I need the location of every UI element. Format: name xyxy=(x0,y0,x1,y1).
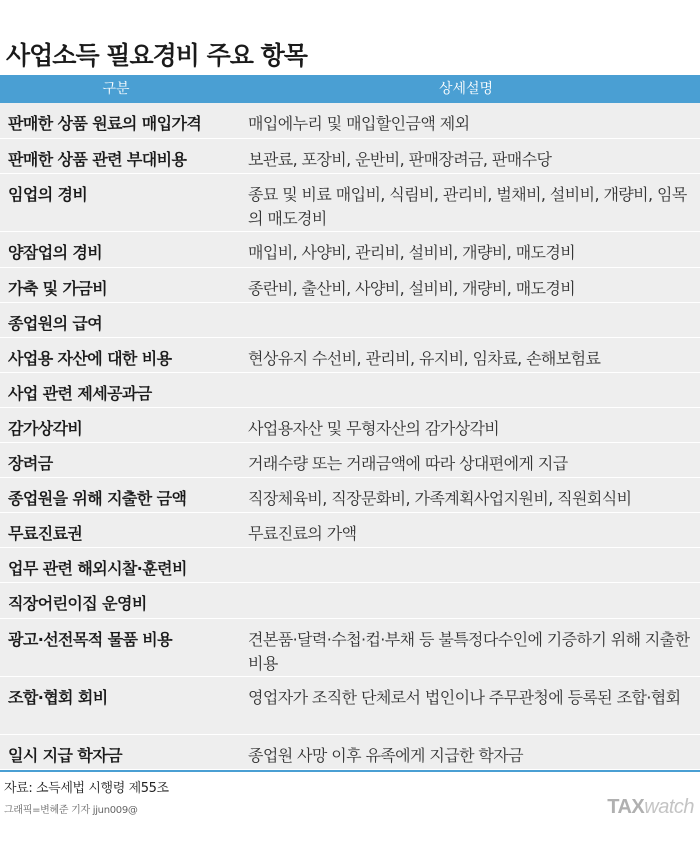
row-category: 양잠업의 경비 xyxy=(8,243,103,262)
table-row xyxy=(0,677,700,735)
row-detail: 직장체육비, 직장문화비, 가족계획사업지원비, 직원회식비 xyxy=(248,489,632,508)
row-category: 감가상각비 xyxy=(8,419,83,438)
table-row xyxy=(0,443,700,478)
row-category: 사업 관련 제세공과금 xyxy=(8,384,152,403)
row-category: 종업원을 위해 지출한 금액 xyxy=(8,489,187,508)
header-category: 구분 xyxy=(102,81,130,97)
graphic-credit: 그래픽=변혜준 기자 jjun009@ xyxy=(4,805,138,816)
row-detail: 종란비, 출산비, 사양비, 설비비, 개량비, 매도경비 xyxy=(248,279,576,298)
row-detail xyxy=(232,548,700,582)
row-category: 조합·협회 회비 xyxy=(8,688,108,707)
table-row xyxy=(0,583,700,619)
table-row xyxy=(0,338,700,373)
row-detail: 현상유지 수선비, 관리비, 유지비, 임차료, 손해보험료 xyxy=(248,349,601,368)
row-detail xyxy=(232,583,700,618)
row-detail xyxy=(232,303,700,337)
row-category: 직장어린이집 운영비 xyxy=(8,594,147,613)
row-detail: 매입에누리 및 매입할인금액 제외 xyxy=(248,114,470,133)
row-category: 가축 및 가금비 xyxy=(8,279,108,298)
row-category: 판매한 상품 원료의 매입가격 xyxy=(8,114,202,133)
row-category: 무료진료권 xyxy=(8,524,83,543)
row-category: 광고·선전목적 물품 비용 xyxy=(8,630,172,649)
source-note: 자료: 소득세법 시행령 제55조 xyxy=(4,781,169,796)
row-detail xyxy=(232,373,700,407)
table-header xyxy=(0,75,700,103)
row-detail: 종묘 및 비료 매입비, 식림비, 관리비, 벌채비, 설비비, 개량비, 임목의 매도경비 xyxy=(248,185,687,228)
row-category: 일시 지급 학자금 xyxy=(8,746,122,765)
row-detail: 보관료, 포장비, 운반비, 판매장려금, 판매수당 xyxy=(248,150,552,169)
table-row xyxy=(0,619,700,677)
table-row xyxy=(0,513,700,548)
row-category: 장려금 xyxy=(8,454,53,473)
logo-watch-text: watch xyxy=(644,796,694,818)
table-bottom-rule xyxy=(0,770,700,772)
row-category: 사업용 자산에 대한 비용 xyxy=(8,349,172,368)
table-row xyxy=(0,232,700,268)
row-category: 종업원의 급여 xyxy=(8,314,103,333)
table-row xyxy=(0,103,700,139)
page-title: 사업소득 필요경비 주요 항목 xyxy=(6,41,307,70)
table-row xyxy=(0,373,700,408)
row-detail: 종업원 사망 이후 유족에게 지급한 학자금 xyxy=(248,746,523,765)
row-category: 판매한 상품 관련 부대비용 xyxy=(8,150,187,169)
row-detail: 영업자가 조직한 단체로서 법인이나 주무관청에 등록된 조합·협회 xyxy=(248,688,681,707)
table-row xyxy=(0,478,700,513)
table-row xyxy=(0,408,700,443)
table-row xyxy=(0,548,700,583)
header-detail: 상세설명 xyxy=(438,81,494,97)
table-row xyxy=(0,268,700,303)
row-detail: 거래수량 또는 거래금액에 따라 상대편에게 지급 xyxy=(248,454,568,473)
table-row xyxy=(0,303,700,338)
table-row xyxy=(0,139,700,174)
row-detail: 견본품·달력·수첩·컵·부채 등 불특정다수인에 기증하기 위해 지출한 비용 xyxy=(248,630,690,673)
logo-tax-text: TAX xyxy=(607,796,645,818)
table-row xyxy=(0,174,700,232)
row-category: 임업의 경비 xyxy=(8,185,88,204)
row-category: 업무 관련 해외시찰·훈련비 xyxy=(8,559,187,578)
taxwatch-logo xyxy=(607,796,694,819)
row-detail: 무료진료의 가액 xyxy=(248,524,357,543)
row-detail: 매입비, 사양비, 관리비, 설비비, 개량비, 매도경비 xyxy=(248,243,576,262)
row-detail: 사업용자산 및 무형자산의 감가상각비 xyxy=(248,419,500,438)
expense-table xyxy=(0,75,700,770)
table-row xyxy=(0,735,700,770)
